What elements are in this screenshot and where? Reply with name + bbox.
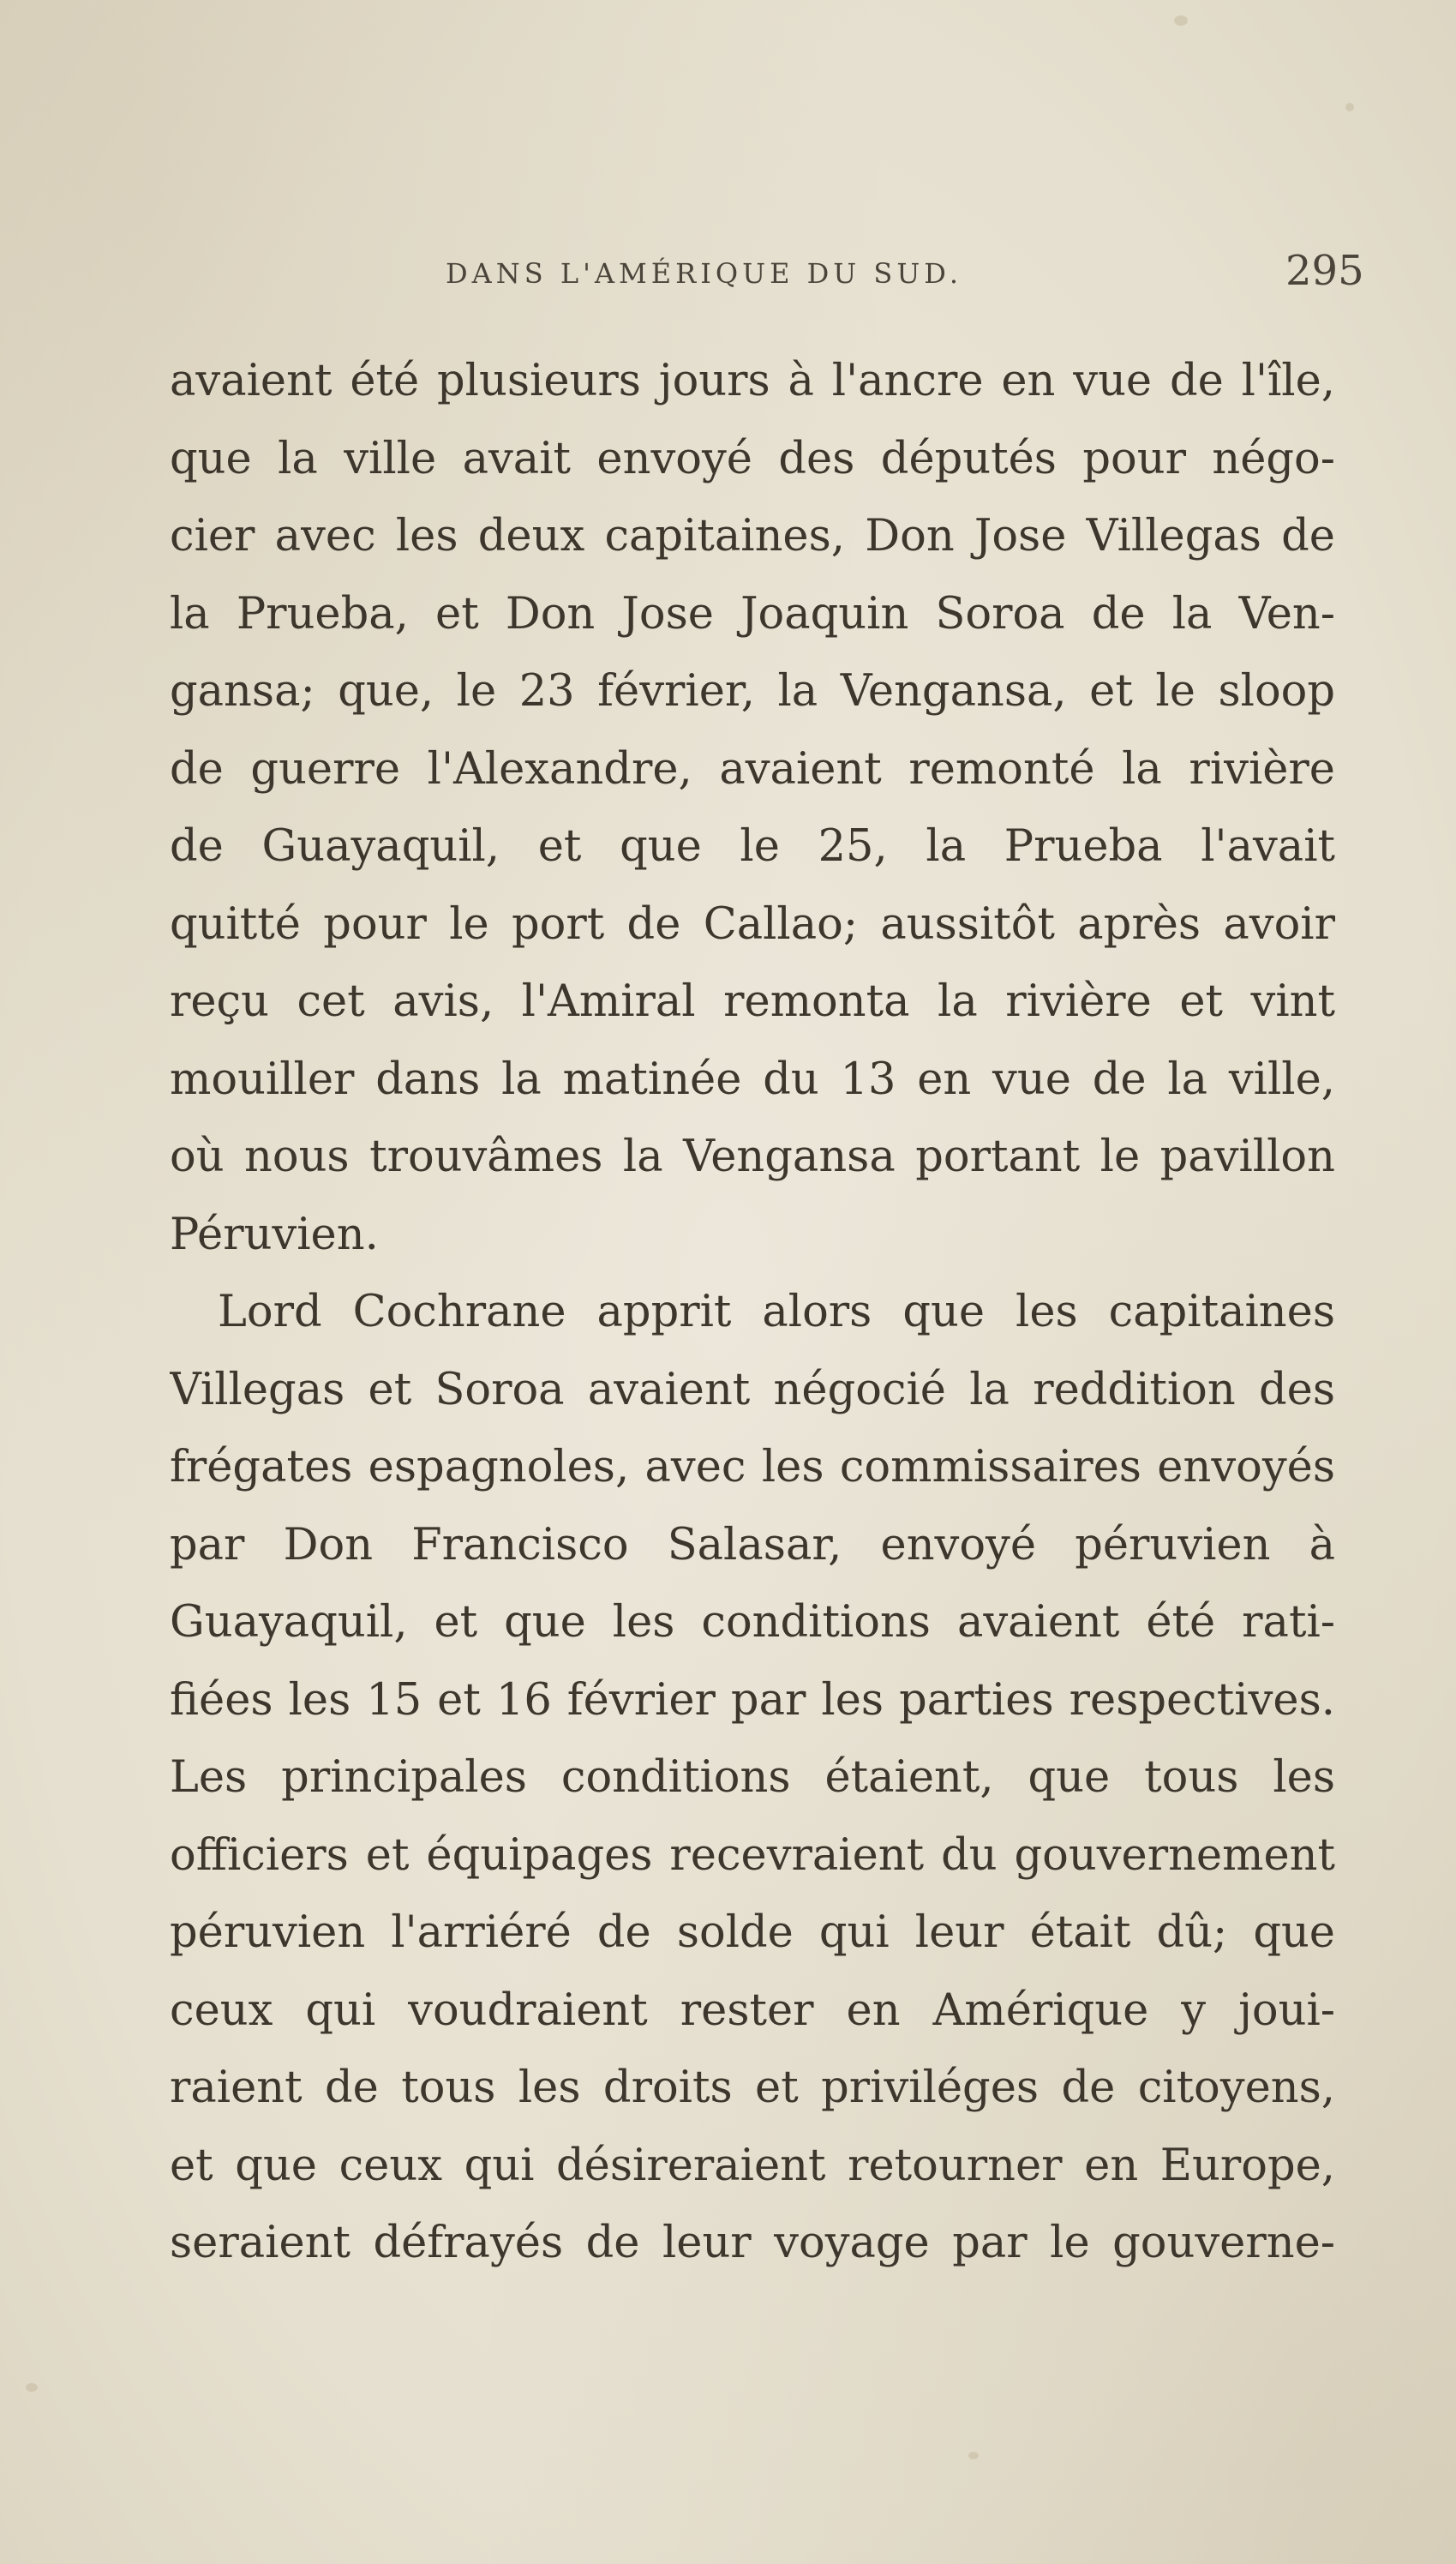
text-line: et que ceux qui désireraient retourner en Europe, (170, 2140, 1335, 2191)
text-line: gansa; que, le 23 février, la Vengansa, et le sloop (170, 666, 1335, 717)
text-line: de Guayaquil, et que le 25, la Prueba l'avait (170, 821, 1335, 872)
text-line: ceux qui voudraient rester en Amérique y joui- (170, 1985, 1335, 2036)
text-line: avaient été plusieurs jours à l'ancre en vue de l'île, (170, 356, 1335, 406)
text-line: Lord Cochrane apprit alors que les capitaines (218, 1287, 1335, 1337)
text-line: raient de tous les droits et priviléges de citoyens, (170, 2063, 1335, 2113)
page-number: 295 (1285, 247, 1364, 295)
text-line: seraient défrayés de leur voyage par le gouverne- (170, 2218, 1335, 2268)
text-line: quitté pour le port de Callao; aussitôt après avoir (170, 898, 1335, 950)
paper-spot (1174, 15, 1188, 26)
text-line: cier avec les deux capitaines, Don Jose Villegas de (170, 511, 1335, 561)
text-line: Péruvien. (170, 1209, 379, 1260)
text-line: officiers et équipages recevraient du gouvernement (170, 1829, 1335, 1881)
text-line: de guerre l'Alexandre, avaient remonté la rivière (170, 743, 1335, 795)
paragraph-2 (170, 1274, 1335, 2283)
running-head: DANS L'AMÉRIQUE DU SUD. (446, 257, 962, 290)
text-line: reçu cet avis, l'Amiral remonta la rivière et vint (170, 976, 1335, 1027)
text-line: que la ville avait envoyé des députés pour négo- (170, 433, 1335, 484)
text-line: péruvien l'arriéré de solde qui leur était dû; que (170, 1907, 1335, 1958)
paper-spot (1345, 103, 1354, 111)
text-line: Villegas et Soroa avaient négocié la reddition des (170, 1364, 1335, 1415)
text-line: frégates espagnoles, avec les commissaires envoyés (170, 1442, 1335, 1492)
text-line: mouiller dans la matinée du 13 en vue de la ville, (170, 1054, 1335, 1105)
text-line: où nous trouvâmes la Vengansa portant le pavillon (170, 1132, 1335, 1182)
text-line: par Don Francisco Salasar, envoyé péruvien à (170, 1519, 1335, 1570)
text-line: Guayaquil, et que les conditions avaient été rati- (170, 1597, 1335, 1648)
paper-spot (968, 2452, 979, 2459)
text-line: Les principales conditions étaient, que tous les (170, 1752, 1335, 1803)
text-line: fiées les 15 et 16 février par les parties respectives. (170, 1674, 1335, 1726)
paper-spot (26, 2383, 38, 2392)
body-text (170, 343, 1335, 2283)
text-line: la Prueba, et Don Jose Joaquin Soroa de la Ven- (170, 588, 1335, 639)
paragraph-1 (170, 343, 1335, 1274)
